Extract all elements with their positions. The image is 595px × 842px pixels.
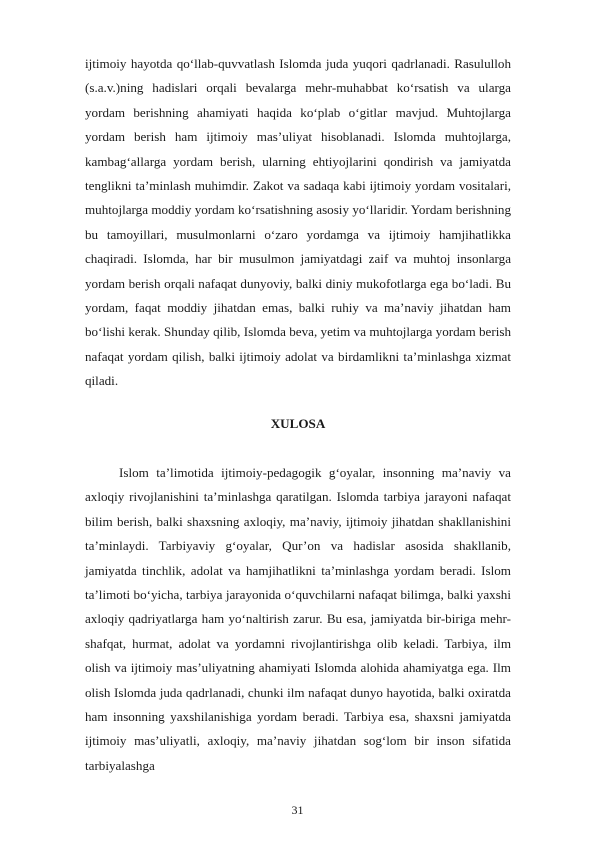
section-heading-conclusion: XULOSA <box>270 416 326 431</box>
body-paragraph-intro: ijtimoiy hayotda qo‘llab-quvvatlash Islomda juda yuqori qadrlanadi. Rasululloh (s.a.v.)ning hadislari orqali bevalarga mehr-muhabbat ko‘rsatish va ularga yordam berishning ahamiyati haqida ko‘plab o‘gitlar mavjud. Muhtojlarga yordam berish ham ijtimoiy mas’uliyat hisoblanadi. Islomda muhtojlarga, kambag‘allarga yordam berish, ularning ehtiyojlarini qondirish va jamiyatda tenglikni ta’minlash muhimdir. Zakot va sadaqa kabi ijtimoiy yordam vositalari, muhtojlarga moddiy yordam ko‘rsatishning asosiy yo‘llaridir. Yordam berishning bu tamoyillari, musulmonlarni o‘zaro yordamga va ijtimoiy hamjihatlikka chaqiradi. Islomda, har bir musulmon jamiyatdagi zaif va muhtoj insonlarga yordam berish orqali nafaqat dunyoviy, balki diniy mukofotlarga ega bo‘ladi. Bu yordam, faqat moddiy jihatdan emas, balki ruhiy va ma’naviy jihatdan ham bo‘lishi kerak. Shunday qilib, Islomda beva, yetim va muhtojlarga yordam berish nafaqat yordam qilish, balki ijtimoiy adolat va birdamlikni ta’minlashga xizmat qiladi. <box>85 56 511 389</box>
page-number: 31 <box>291 803 304 817</box>
body-paragraph-conclusion: Islom ta’limotida ijtimoiy-pedagogik g‘oyalar, insonning ma’naviy va axloqiy rivojlanishini ta’minlashga qaratilgan. Islomda tarbiya jarayoni nafaqat bilim berish, balki shaxsning axloqiy, ma’naviy, ijtimoiy jihatdan shakllanishini ta’minlaydi. Tarbiyaviy g‘oyalar, Qur’on va hadislar asosida shakllanib, jamiyatda tinchlik, adolat va hamjihatlikni ta’minlashga yordam beradi. Islom ta’limoti bo‘yicha, tarbiya jarayonida o‘quvchilarni nafaqat bilimga, balki yaxshi axloqiy qadriyatlarga ham yo‘naltirish zarur. Bu esa, jamiyatda bir-biriga mehr-shafqat, hurmat, adolat va yordamni rivojlantirishga olib keladi. Tarbiya, ilm olish va ijtimoiy mas’uliyatning ahamiyati Islomda alohida ahamiyatga ega. Ilm olish Islomda juda qadrlanadi, chunki ilm nafaqat dunyo hayotida, balki oxiratda ham insonning yaxshilanishiga yordam beradi. Tarbiya esa, shaxsni jamiyatda ijtimoiy mas’uliyatli, axloqiy, ma’naviy jihatdan sog‘lom bir inson sifatida tarbiyalashga <box>85 465 511 773</box>
